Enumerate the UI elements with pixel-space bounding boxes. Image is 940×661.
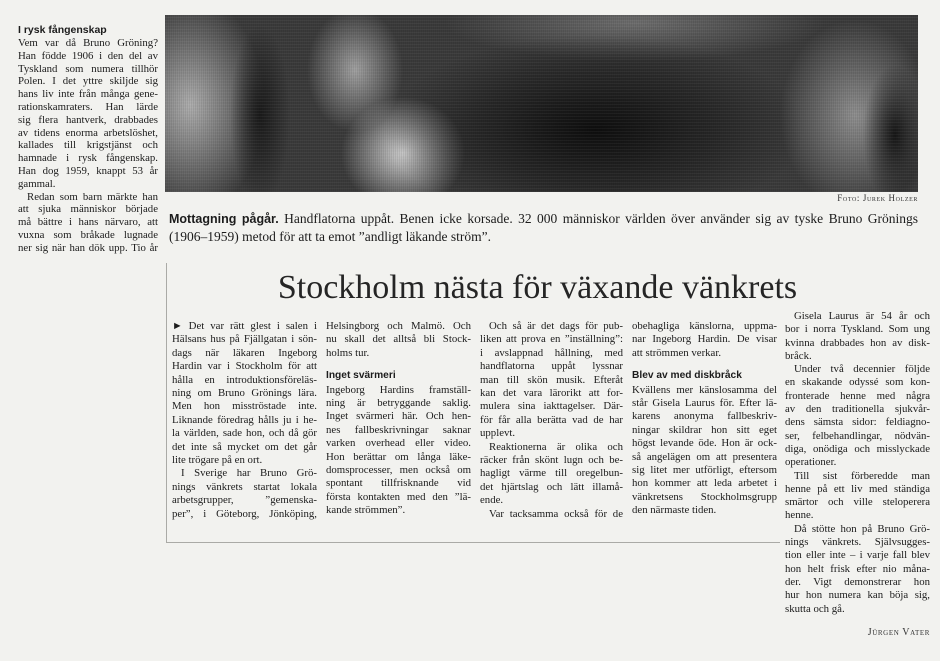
text-line: räcker från skönt lugn och be- <box>480 454 623 467</box>
text-line: ner sig när han dök upp. Tio år <box>18 241 158 254</box>
text-line: ser, felbehandlingar, nödvän- <box>785 429 930 442</box>
text-line: karens anonyma fallbeskriv- <box>632 410 777 423</box>
text-line: första kontakten med den ”lä- <box>326 490 471 503</box>
paragraph <box>480 320 623 441</box>
text-line: hamnade i rysk fångenskap. <box>18 152 158 165</box>
text-line: det hjärtslag och lätt illamå- <box>480 480 623 493</box>
paragraph <box>480 508 623 521</box>
text-line: Hardin var i Stockholm för att <box>172 360 317 373</box>
text-line: Under två decennier följde <box>794 363 930 376</box>
caption-lead: Mottagning pågår. <box>169 212 279 226</box>
text-line: nar Ingeborg Hardin. De visar <box>632 333 777 346</box>
article-column-3 <box>480 320 623 521</box>
text-line: Var tacksamma också för de <box>489 507 623 520</box>
text-line: hon kommer att leda arbetet i <box>632 477 777 490</box>
text-line: i avslappnad hållning, med <box>480 346 623 359</box>
paragraph <box>632 384 777 518</box>
text-line: hon helt frisk efter nio måna- <box>785 562 930 575</box>
text-line: la världen, sade hon, och då gör <box>172 427 317 440</box>
caption-text: (1906–1959) metod för att ta emot ”andligt läkande ström”. <box>169 229 492 244</box>
text-line: vuxna som bråkade lugnade <box>18 228 158 241</box>
text-line: kande strömmen”. <box>326 504 406 517</box>
text-line: att strömmen verkar. <box>632 346 722 359</box>
text-line: sig litet mer utförligt, eftersom <box>632 464 777 477</box>
paragraph <box>326 384 471 518</box>
paragraph <box>785 470 930 523</box>
text-line: så angelägen om att presentera <box>632 450 777 463</box>
text-line: Gisela Laurus är 54 år och <box>794 310 930 322</box>
text-line: handflatorna uppåt lyssnar <box>480 360 623 373</box>
text-line: nings vänkrets startat lokala <box>172 480 317 493</box>
article-photo <box>165 15 918 192</box>
text-line: det inte så mycket om det går <box>172 440 317 453</box>
text-line: Ingeborg Hardins framställ- <box>326 383 471 396</box>
text-line: hagligt värme till oregelbun- <box>480 467 623 480</box>
text-line: Han dog 1959, knappt 53 år <box>18 164 158 177</box>
text-line: den närmaste tiden. <box>632 504 717 517</box>
text-line: Redan som barn märkte han <box>27 190 158 203</box>
text-line: upplevt. <box>480 427 516 440</box>
sidebar-column <box>18 24 158 255</box>
text-line: rationskamraters. Han lärde <box>18 100 158 113</box>
paragraph <box>480 441 623 508</box>
text-line: Helsingborg och Malmö. Och <box>326 320 471 332</box>
text-line: Tyskland som numera tillhör <box>18 62 158 75</box>
text-line: Han födde 1906 i den del av <box>18 49 158 62</box>
text-line: Polen. I det yttre skiljde sig <box>18 75 158 88</box>
text-line: Men hon misströstade inte. <box>172 400 317 413</box>
text-line: spontant tillfrisknande vid <box>326 477 471 490</box>
text-line: nes fallbeskrivningar saknar <box>326 423 471 436</box>
text-line: Kvällens mer känslosamma del <box>632 383 777 396</box>
text-line: att sjuka människor började <box>18 203 158 216</box>
paragraph <box>18 191 158 255</box>
caption-line <box>169 228 918 246</box>
text-line: man till skön musik. Efteråt <box>480 373 623 386</box>
text-line: arbetsgrupper, ”gemenska- <box>172 494 317 507</box>
text-line: Reaktionerna är olika och <box>489 440 623 453</box>
text-line: der. Vigt demonstrerar hon <box>785 575 930 588</box>
text-line: ningar skildrar hon sitt eget <box>632 423 777 436</box>
article-column-4 <box>632 320 777 518</box>
text-line: skutta och gå. <box>785 602 845 615</box>
text-line: liken att prova en ”inställning”: <box>480 333 623 346</box>
text-line: henne på ett liv med ständiga <box>785 482 930 495</box>
text-line: tion eller inte – i varje fall blev <box>785 549 930 562</box>
paragraph <box>172 320 317 467</box>
text-line: en skakande odyssé som kon- <box>785 376 930 389</box>
text-line: dags när läkaren Ingeborg <box>172 346 317 359</box>
text-line: Vem var då Bruno Gröning? <box>18 37 158 49</box>
text-line: nings vänkrets. Självsugges- <box>785 536 930 549</box>
text-line: för får alla berätta vad de har <box>480 413 623 426</box>
text-line: ning om Bruno Grönings lära. <box>172 387 317 400</box>
text-line: kvinna drabbades hon av disk- <box>785 336 930 349</box>
text-line: hålla en introduktionsföreläs- <box>172 373 317 386</box>
text-line: ende. <box>480 494 504 507</box>
text-line: nu skall det alltså bli Stock- <box>326 333 471 346</box>
paragraph <box>326 320 471 360</box>
text-line: bor i norra Tyskland. Som ung <box>785 323 930 336</box>
text-line: vänkretsens Stockholmsgrupp <box>632 490 777 503</box>
text-line: obehagliga känslorna, uppma- <box>632 320 777 332</box>
subheading: Blev av med diskbråck <box>632 370 742 382</box>
sidebar-body <box>18 37 158 255</box>
text-line: ► Det var rätt glest i salen i <box>172 320 317 332</box>
article-headline: Stockholm nästa för växande vänkrets <box>277 269 798 306</box>
text-line: högst levande öde. Hon är ock- <box>632 437 777 450</box>
text-line: Inget svärmeri här. Och hen- <box>326 410 471 423</box>
text-line: I Sverige har Bruno Grö- <box>181 467 317 480</box>
photo-credit: Foto: Jurek Holzer <box>837 193 918 203</box>
text-line: står Gisela Laurus för. Efter lä- <box>632 397 777 410</box>
photo-caption <box>169 210 918 246</box>
text-line: av tidens enorma arbetslöshet, <box>18 126 158 139</box>
text-line: hans liv inte från många gene- <box>18 88 158 101</box>
paragraph <box>632 320 777 360</box>
text-line: må bättre i hans närvaro, att <box>18 216 158 229</box>
text-line: Då stötte hon på Bruno Grö- <box>794 522 930 535</box>
text-line: fronterade henne med några <box>785 389 930 402</box>
text-line: domsprocesser, men också om <box>326 464 471 477</box>
clipping-edge-bottom <box>166 542 780 543</box>
article-column-5 <box>785 310 930 616</box>
text-line: bråck. <box>785 349 812 362</box>
text-line: gammal. <box>18 177 56 190</box>
paragraph <box>18 37 158 191</box>
paragraph <box>785 363 930 469</box>
paragraph <box>785 523 930 616</box>
text-line: diga, onödiga och misslyckade <box>785 442 930 455</box>
text-line: kan det vara lärorikt att for- <box>480 387 623 400</box>
text-line: Till sist förberedde man <box>794 469 930 482</box>
caption-text: Handflatorna uppåt. Benen icke korsade. 32 000 människor världen över använder sig av tyske Bruno Grönings <box>284 211 919 226</box>
text-line: Liknande föredrag hålls ju i he- <box>172 413 317 426</box>
text-line: smärtor och ville steloperera <box>785 496 930 509</box>
text-line: ning är betryggande saklig. <box>326 397 471 410</box>
text-line: lite trögare på en ort. <box>172 454 263 467</box>
text-line: Hälsans hus på Fjällgatan i sön- <box>172 333 317 346</box>
text-line: dens sämsta sidor: feldiagno- <box>785 416 930 429</box>
text-line: holms tur. <box>326 346 370 359</box>
paragraph <box>785 310 930 363</box>
subheading: Inget svärmeri <box>326 370 396 382</box>
text-line: varken overhead eller video. <box>326 437 471 450</box>
article-column-2 <box>326 320 471 518</box>
text-line: mulera sina iakttagelser. Där- <box>480 400 623 413</box>
caption-line <box>169 210 918 228</box>
text-line: operationer. <box>785 456 837 469</box>
text-line: Och så är det dags för pub- <box>489 320 623 332</box>
author-byline: Jürgen Vater <box>867 627 930 638</box>
text-line: av den traditionella sjukvår- <box>785 403 930 416</box>
text-line: sig flera hantverk, drabbades <box>18 113 158 126</box>
text-line: hur hon numera kan böja sig, <box>785 589 930 602</box>
text-line: henne. <box>785 509 814 522</box>
text-line: per”, i Göteborg, Jönköping, <box>172 507 317 520</box>
sidebar-heading: I rysk fångenskap <box>18 24 107 36</box>
text-line: Hon berättar om långa läke- <box>326 450 471 463</box>
article-column-1 <box>172 320 317 521</box>
text-line: kallades till krigstjänst och <box>18 139 158 152</box>
paragraph <box>172 467 317 521</box>
